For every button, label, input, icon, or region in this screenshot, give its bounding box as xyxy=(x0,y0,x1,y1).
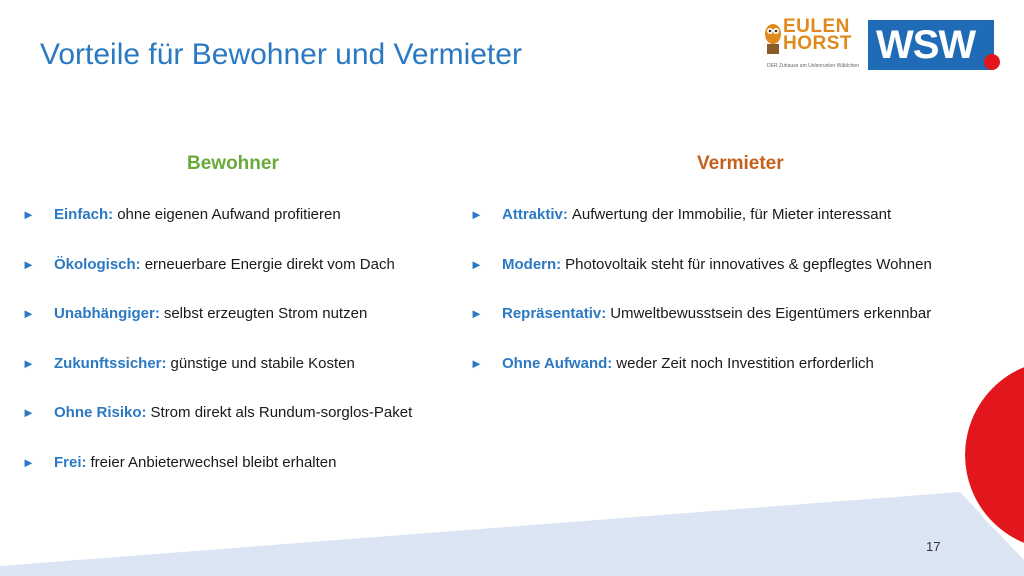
list-item xyxy=(470,256,932,306)
item-keyword: Modern: xyxy=(502,255,562,273)
bullet-arrow-icon: ► xyxy=(22,306,35,321)
item-text: Umweltbewusstsein des Eigentümers erkennbar xyxy=(610,305,932,322)
page-title: Vorteile für Bewohner und Vermieter xyxy=(40,38,522,71)
eulen-text: EULEN xyxy=(783,16,850,37)
item-keyword: Ohne Aufwand: xyxy=(502,354,613,372)
bottom-blue-band xyxy=(0,492,1024,576)
list-item xyxy=(22,256,412,306)
bullet-arrow-icon: ► xyxy=(22,256,35,272)
item-keyword: Einfach: xyxy=(54,206,114,223)
item-text: weder Zeit noch Investition erforderlich xyxy=(616,354,874,372)
bullet-arrow-icon: ► xyxy=(470,355,483,371)
wsw-logo xyxy=(868,20,996,70)
item-text: Photovoltaik steht für innovatives & gepflegtes Wohnen xyxy=(565,255,932,273)
horst-text: HORST xyxy=(783,33,852,54)
list-item xyxy=(22,305,412,355)
list-item xyxy=(22,404,412,454)
list-item xyxy=(22,206,412,256)
bullet-arrow-icon: ► xyxy=(470,306,483,321)
eulenhorst-tagline-text: Zuhause am Uelenrunker Wäldchen xyxy=(778,63,859,69)
bewohner-heading: Bewohner xyxy=(187,153,279,174)
item-keyword: Repräsentativ: xyxy=(502,305,607,322)
wsw-dot xyxy=(984,54,1000,70)
item-keyword: Ohne Risiko: xyxy=(54,404,147,421)
item-keyword: Ökologisch: xyxy=(54,255,141,273)
item-text: erneuerbare Energie direkt vom Dach xyxy=(144,255,395,273)
item-text: Strom direkt als Rundum-sorglos-Paket xyxy=(150,404,413,421)
bullet-arrow-icon: ► xyxy=(470,207,483,222)
item-text: freier Anbieterwechsel bleibt erhalten xyxy=(90,453,337,471)
list-item xyxy=(470,305,932,355)
list-item xyxy=(470,355,932,405)
item-text: günstige und stabile Kosten xyxy=(170,354,355,372)
wsw-wordmark: WSW xyxy=(868,20,994,70)
eulenhorst-logo xyxy=(763,18,863,72)
item-text: ohne eigenen Aufwand profitieren xyxy=(117,206,341,223)
bullet-arrow-icon: ► xyxy=(22,355,35,371)
item-text: Aufwertung der Immobilie, für Mieter interessant xyxy=(571,206,892,223)
page-number: 17 xyxy=(926,539,941,554)
item-keyword: Unabhängiger: xyxy=(54,305,160,322)
item-keyword: Attraktiv: xyxy=(502,206,568,223)
owl-icon xyxy=(763,20,783,60)
eulenhorst-prefix: DER xyxy=(767,63,778,69)
list-item xyxy=(22,355,412,405)
item-keyword: Zukunftssicher: xyxy=(54,354,167,372)
list-item xyxy=(470,206,932,256)
bullet-arrow-icon: ► xyxy=(22,207,35,222)
list-item xyxy=(22,454,412,504)
bullet-arrow-icon: ► xyxy=(22,405,35,420)
vermieter-list xyxy=(470,206,932,404)
eulenhorst-wordmark xyxy=(783,18,852,52)
bewohner-list xyxy=(22,206,412,503)
item-keyword: Frei: xyxy=(54,453,87,471)
vermieter-heading: Vermieter xyxy=(697,153,784,174)
bullet-arrow-icon: ► xyxy=(470,256,483,272)
bullet-arrow-icon: ► xyxy=(22,454,35,470)
item-text: selbst erzeugten Strom nutzen xyxy=(163,305,368,322)
eulenhorst-tagline xyxy=(767,63,859,69)
